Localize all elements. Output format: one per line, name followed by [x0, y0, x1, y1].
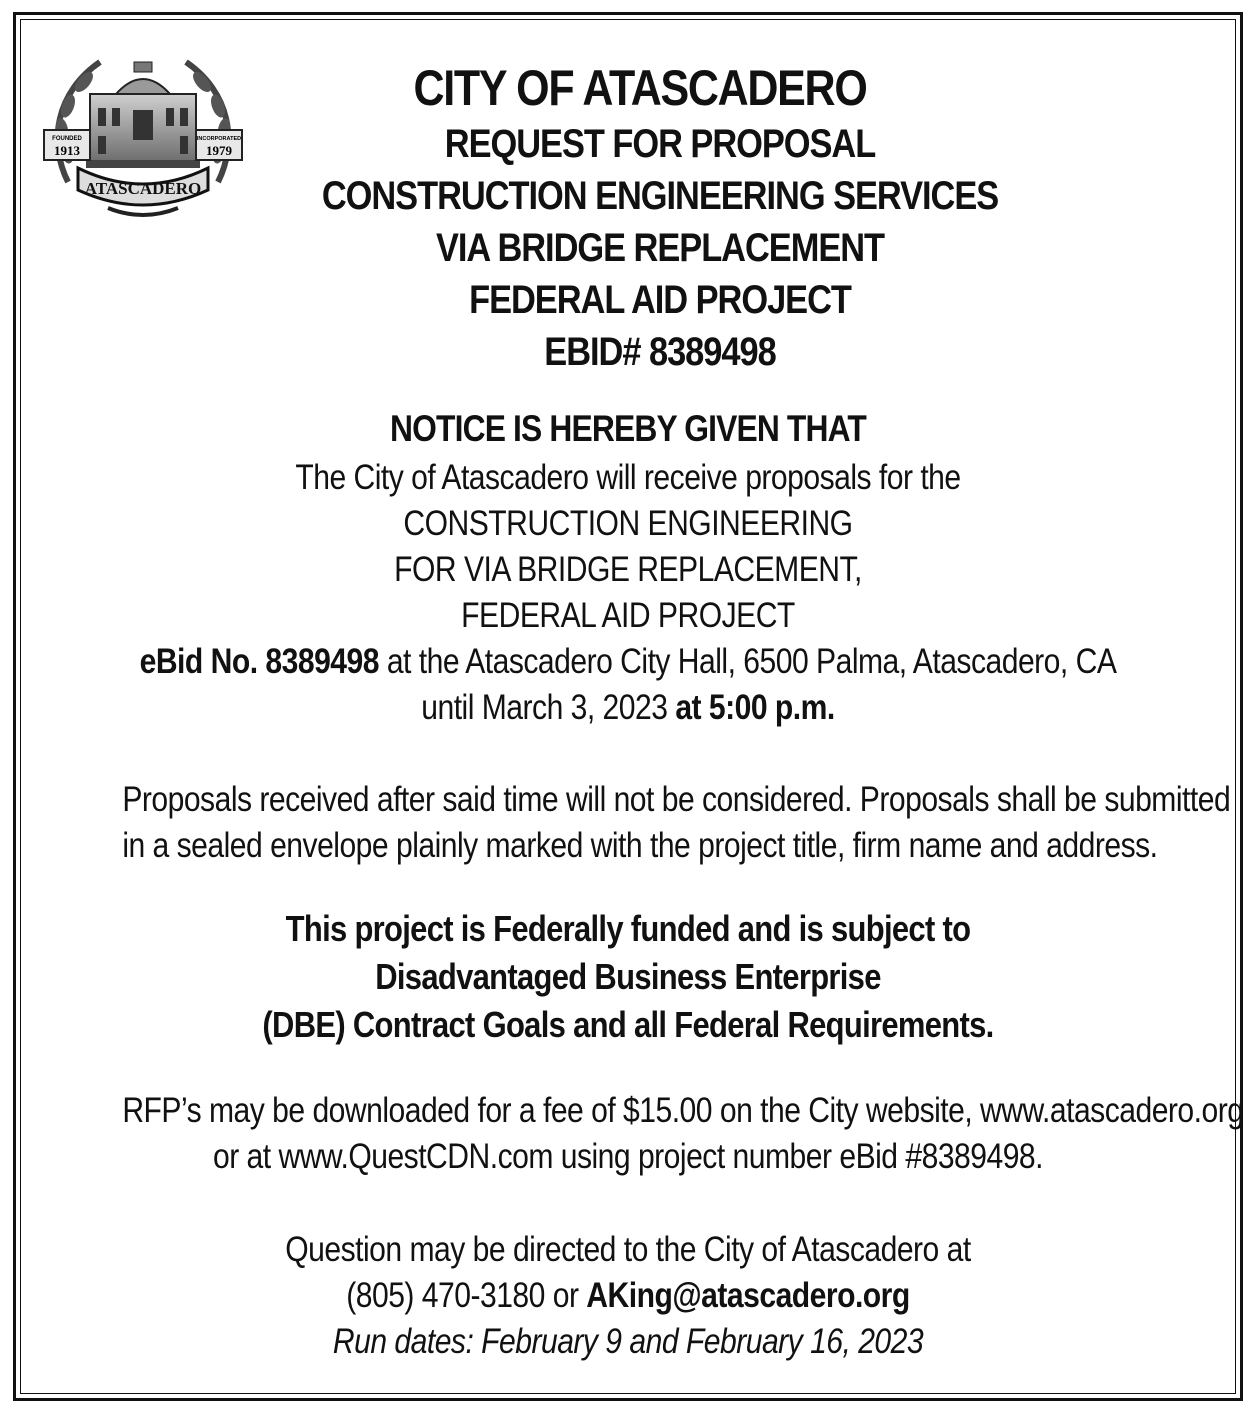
notice-line: CONSTRUCTION ENGINEERING — [403, 504, 853, 543]
late-notice — [40, 777, 1231, 869]
header-line-ebid: EBID# 8389498 — [544, 330, 776, 374]
late-notice-line: Proposals received after said time will not be considered. Proposals shall be submitted — [122, 780, 1231, 819]
rfp-download-line: or at www.QuestCDN.com using project number eBid #8389498. — [212, 1137, 1044, 1176]
contact-block — [40, 1227, 1216, 1365]
header-block — [250, 58, 1070, 378]
contact-line: Question may be directed to the City of Atascadero at — [285, 1230, 971, 1269]
incorporated-year: 1979 — [206, 143, 232, 158]
incorporated-label: INCORPORATED — [196, 136, 242, 142]
notice-line: The City of Atascadero will receive proposals for the — [295, 458, 961, 497]
notice-body — [40, 455, 1216, 731]
rfp-download — [40, 1088, 1244, 1180]
city-title: CITY OF ATASCADERO — [413, 60, 867, 116]
federal-line: (DBE) Contract Goals and all Federal Requirements. — [262, 1004, 994, 1045]
header-line-federal: FEDERAL AID PROJECT — [469, 278, 851, 322]
founded-year: 1913 — [54, 143, 80, 158]
notice-line: FOR VIA BRIDGE REPLACEMENT, — [394, 550, 862, 589]
deadline-date: until March 3, 2023 — [421, 688, 676, 727]
rfp-download-line: RFP’s may be downloaded for a fee of $15.00 on the City website, www.atascadero.org — [122, 1091, 1244, 1130]
ebid-location-line — [122, 639, 1133, 685]
federal-notice — [40, 905, 1216, 1049]
late-notice-line: in a sealed envelope plainly marked with the project title, firm name and address. — [122, 826, 1158, 865]
notice-line: FEDERAL AID PROJECT — [461, 596, 795, 635]
header-line-rfp: REQUEST FOR PROPOSAL — [444, 122, 876, 166]
contact-phone-line — [122, 1273, 1133, 1319]
ebid-location: at the Atascadero City Hall, 6500 Palma, Atascadero, CA — [378, 642, 1117, 681]
ebid-number: eBid No. 8389498 — [139, 642, 379, 681]
contact-email: AKing@atascadero.org — [586, 1276, 910, 1315]
city-seal-logo — [38, 42, 248, 222]
contact-phone: (805) 470-3180 or — [346, 1276, 587, 1315]
founded-label: FOUNDED — [52, 136, 82, 142]
run-dates: Run dates: February 9 and February 16, 2023 — [332, 1322, 924, 1361]
header-line-bridge: VIA BRIDGE REPLACEMENT — [435, 226, 885, 270]
federal-line: This project is Federally funded and is subject to — [285, 908, 971, 949]
deadline-time: at 5:00 p.m. — [675, 688, 835, 727]
header-line-services: CONSTRUCTION ENGINEERING SERVICES — [321, 174, 999, 218]
notice-heading: NOTICE IS HEREBY GIVEN THAT — [390, 408, 866, 449]
federal-line: Disadvantaged Business Enterprise — [375, 956, 881, 997]
deadline-line — [122, 685, 1133, 731]
seal-banner-text: ATASCADERO — [84, 179, 202, 198]
